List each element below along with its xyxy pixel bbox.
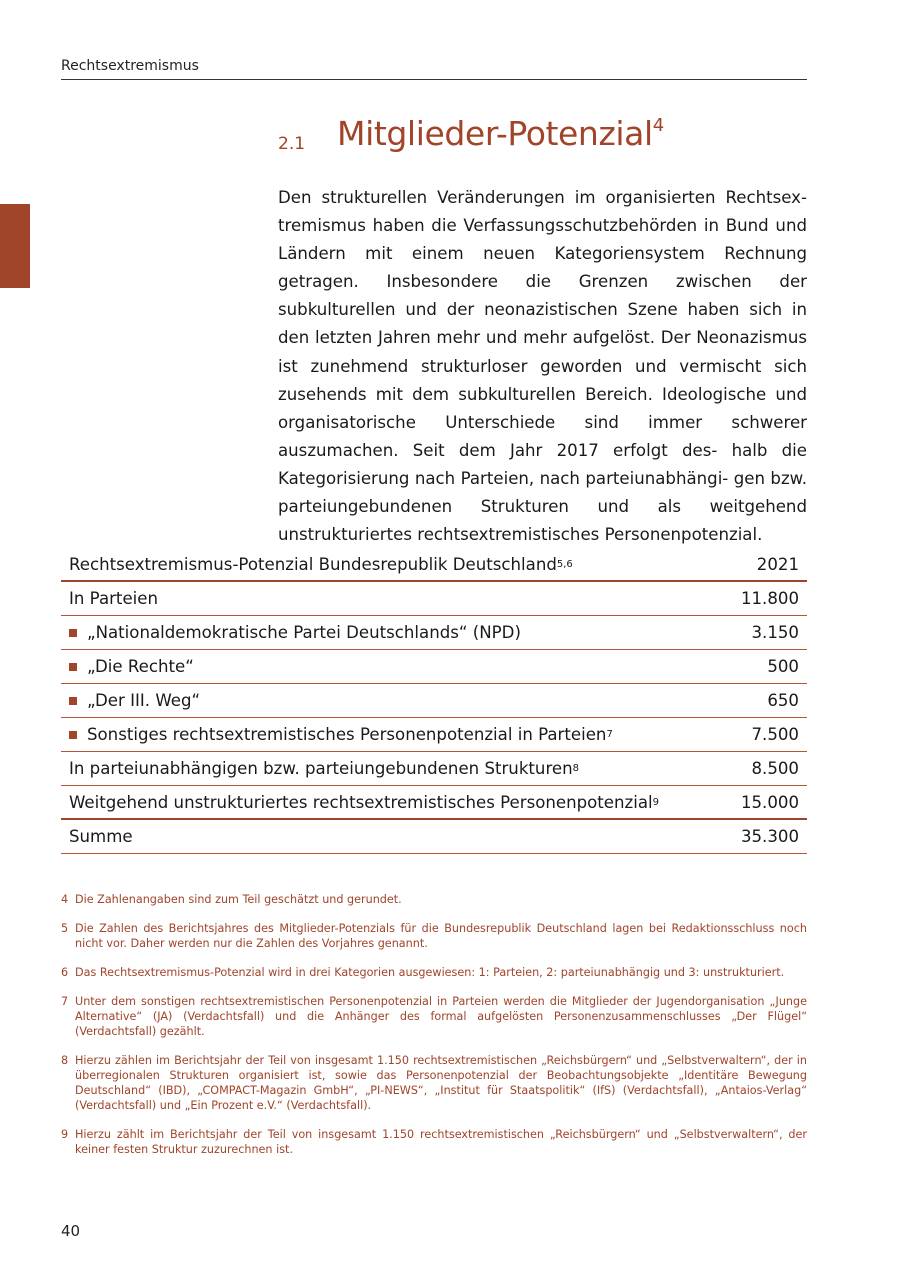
intro-line: mehr aufgelöst. Der Neonazismus ist zunehmend strukturloser [278,328,808,376]
footnote-number: 6 [61,966,69,979]
footnote-9 [61,1127,807,1157]
running-head: Rechtsextremismus [61,58,807,80]
table-row [61,786,807,820]
footnote-text: Hierzu zählt im Berichtsjahr der Teil von insgesamt 1.150 rechtsextremistischen „Reichsbürgern“ und „Selbstverwaltern“, der keiner festen Struktur zuzurechnen ist. [75,1128,807,1156]
table-row [61,684,807,718]
row-value: 650 [767,691,799,710]
section-title [337,114,664,153]
table-row [61,718,807,752]
square-bullet-icon [69,663,77,671]
intro-line: Insbesondere die Grenzen zwischen der subkulturellen und der [278,272,807,320]
intro-line: gen bzw. parteiungebundenen Strukturen und als weitgehend [278,468,807,517]
footnote-number: 8 [61,1054,69,1067]
section-heading [278,114,807,164]
section-title-text: Mitglieder-Potenzial [337,114,653,153]
row-value: 15.000 [740,792,799,812]
footnote-ref-4[interactable]: 4 [652,115,664,136]
row-value: 7.500 [751,725,799,744]
footnote-text: Hierzu zählen im Berichtsjahr der Teil von insgesamt 1.150 rechtsextremistischen „Reichsbürgern“ und „Selbstverwaltern“, der in überregionalen Strukturen organisiert ist, sowie das Personenpotenzial der Beobachtungsobjekte „Identitäre Bewegung Deutschland“ (IBD), „COMPACT-Magazin GmbH“, „PI-NEWS“, „Institut für Staatspolitik“ (IfS) (Verdachtsfall), „Antaios-Verlag“ (Verdachtsfall) und „Ein Prozent e.V.“ (Verdachtsfall). [75,1054,807,1112]
square-bullet-icon [69,731,77,739]
table-header-row [61,548,807,582]
table-row [61,582,807,616]
row-label: „Die Rechte“ [87,657,194,676]
footnote-8 [61,1053,807,1113]
table-header-year: 2021 [756,554,799,574]
table-total-row [61,820,807,854]
footnotes [61,892,807,1171]
page-number: 40 [61,1222,81,1240]
footnote-ref[interactable]: 9 [652,796,660,808]
table-header-label: Rechtsextremismus-Potenzial Bundesrepublik Deutschland [69,554,557,574]
footnote-number: 4 [61,893,69,906]
footnote-text: Unter dem sonstigen rechtsextremistischen Personenpotenzial in Parteien werden die Mitglieder der Jugendorganisation „Junge Alternative“ (JA) (Verdachtsfall) und die Anhänger des formal aufgelösten Personenzusammenschlusses „Der Flügel“ (Verdachtsfall) gezählt. [75,995,807,1038]
intro-line: neonazistischen Szene haben sich in den letzten Jahren mehr und [278,300,808,348]
footnote-ref[interactable]: 7 [606,729,613,740]
row-value: 3.150 [751,623,799,642]
footnote-number: 7 [61,995,69,1008]
row-label: In Parteien [69,589,158,608]
intro-line: tremismus haben die Verfassungsschutzbehörden in Bund und [278,216,807,236]
footnote-5 [61,921,807,951]
footnote-number: 9 [61,1128,69,1141]
footnote-number: 5 [61,922,69,935]
square-bullet-icon [69,697,77,705]
intro-line: Den strukturellen Veränderungen im organisierten Rechtsex- [278,188,807,207]
potential-table [61,548,807,854]
intro-line: Ländern mit einem neuen Kategoriensystem Rechnung getragen. [278,244,807,292]
intro-line: unstrukturiertes rechtsextremistisches Personenpotenzial. [278,525,763,545]
intro-line: immer schwerer auszumachen. Seit dem Jahr 2017 erfolgt des- [278,412,807,460]
table-row [61,616,807,650]
row-value: 500 [767,657,799,676]
total-label: Summe [69,827,133,846]
total-value: 35.300 [740,827,799,846]
footnote-6 [61,965,807,980]
table-row [61,752,807,786]
footnote-ref[interactable]: 8 [572,763,580,774]
row-label: „Nationaldemokratische Partei Deutschlands“ (NPD) [87,623,521,642]
row-value: 8.500 [751,759,799,778]
intro-line: Bereich. Ideologische und organisatorische Unterschiede sind [278,384,808,432]
table-header-refs[interactable]: 5,6 [556,558,573,570]
row-label: „Der III. Weg“ [87,691,201,710]
footnote-text: Die Zahlenangaben sind zum Teil geschätzt und gerundet. [75,893,402,906]
square-bullet-icon [69,629,77,637]
intro-paragraph [278,184,807,549]
intro-line: geworden und vermischt sich zusehends mit dem subkulturellen [278,356,808,404]
row-label: In parteiunabhängigen bzw. parteiungebundenen Strukturen [69,759,573,778]
footnote-text: Die Zahlen des Berichtsjahres des Mitglieder-Potenzials für die Bundesrepublik Deutschland lagen bei Redaktionsschluss noch nicht vor. Daher werden nur die Zahlen des Vorjahres genannt. [75,922,807,950]
section-number: 2.1 [278,134,306,154]
intro-line: halb die Kategorisierung nach Parteien, nach parteiunabhängi- [278,440,807,488]
footnote-7 [61,994,807,1039]
footnote-text: Das Rechtsextremismus-Potenzial wird in drei Kategorien ausgewiesen: 1: Parteien, 2: parteiunabhängig und 3: unstrukturiert. [75,966,785,979]
table-row [61,650,807,684]
row-value: 11.800 [740,589,799,608]
chapter-tab-marker [0,204,30,288]
row-label: Sonstiges rechtsextremistisches Personenpotenzial in Parteien [87,725,607,744]
table-body [61,582,807,820]
footnote-4 [61,892,807,907]
row-label: Weitgehend unstrukturiertes rechtsextremistisches Personenpotenzial [69,792,653,812]
